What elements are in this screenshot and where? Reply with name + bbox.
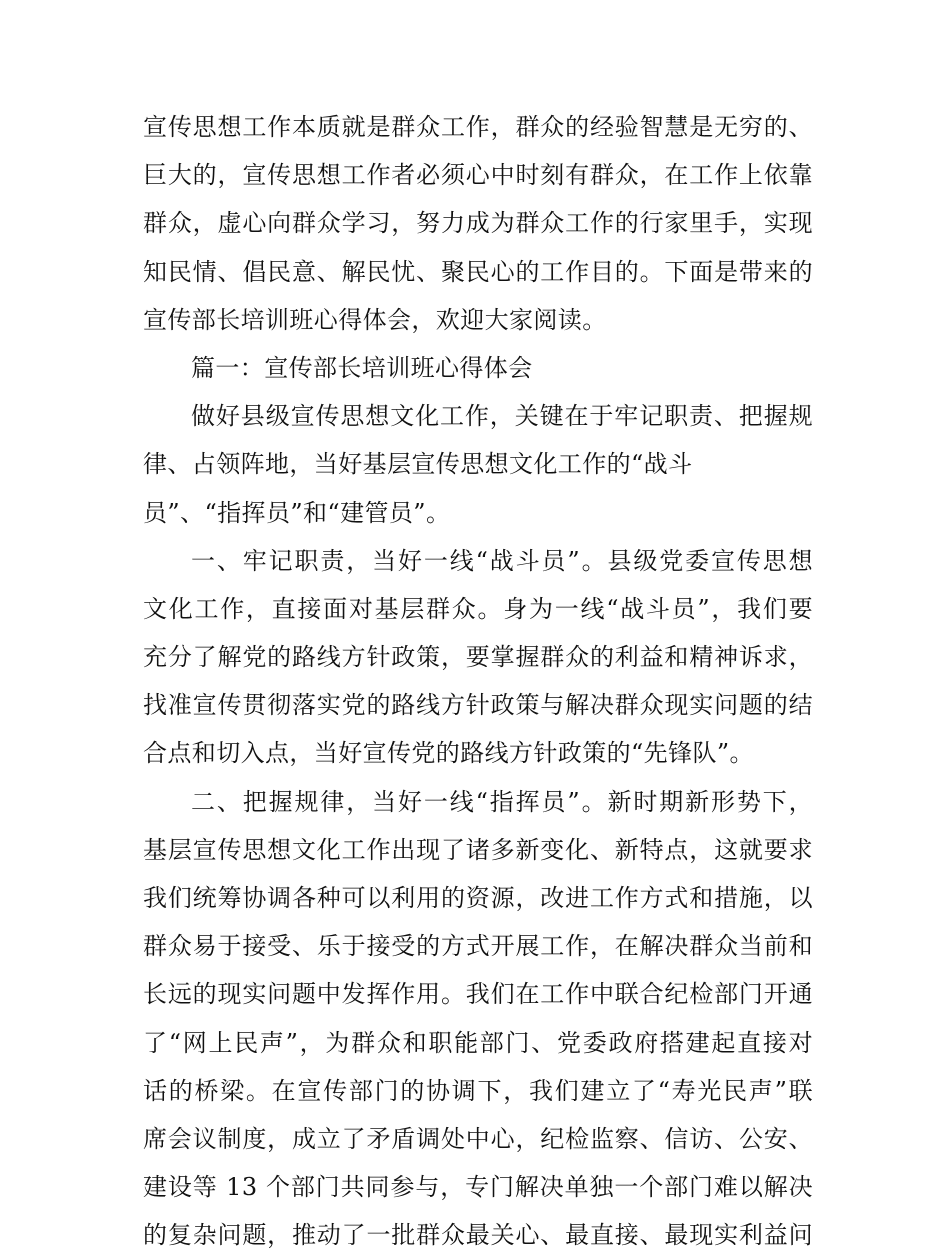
text-line: 充分了解党的路线方针政策，要掌握群众的利益和精神诉求， — [143, 643, 813, 672]
text-line: 宣传思想工作本质就是群众工作，群众的经验智慧是无穷的、 — [143, 113, 813, 141]
text-line: 知民情、倡民意、解民忧、聚民心的工作目的。下面是带来的 — [143, 257, 813, 286]
text-line: 建设等 13 个部门共同参与，专门解决单独一个部门难以解决 — [143, 1173, 813, 1202]
text-line: 宣传部长培训班心得体会，欢迎大家阅读。 — [143, 305, 607, 334]
text-line: 我们统筹协调各种可以利用的资源，改进工作方式和措施，以 — [143, 884, 813, 912]
text-line: 律、占领阵地，当好基层宣传思想文化工作的“战斗 — [143, 450, 693, 479]
text-line: 了“网上民声”，为群众和职能部门、党委政府搭建起直接对 — [143, 1028, 813, 1057]
text-line: 员”、“指挥员”和“建管员”。 — [143, 498, 451, 527]
text-line: 长远的现实问题中发挥作用。我们在工作中联合纪检部门开通 — [143, 980, 813, 1009]
text-line: 群众易于接受、乐于接受的方式开展工作，在解决群众当前和 — [143, 932, 813, 961]
text-line: 席会议制度，成立了矛盾调处中心，纪检监察、信访、公安、 — [143, 1124, 813, 1153]
text-line: 做好县级宣传思想文化工作，关键在于牢记职责、把握规 — [191, 402, 813, 431]
text-line: 群众，虚心向群众学习，努力成为群众工作的行家里手，实现 — [143, 209, 813, 238]
text-line: 的复杂问题，推动了一批群众最关心、最直接、最现实利益问 — [143, 1221, 813, 1250]
text-line: 找准宣传贯彻落实党的路线方针政策与解决群众现实问题的结 — [143, 691, 813, 720]
text-line: 基层宣传思想文化工作出现了诸多新变化、新特点，这就要求 — [143, 835, 813, 864]
text-line: 一、牢记职责，当好一线“战斗员”。县级党委宣传思想 — [191, 546, 813, 575]
text-line: 巨大的，宣传思想工作者必须心中时刻有群众，在工作上依靠 — [143, 161, 813, 190]
text-line: 合点和切入点，当好宣传党的路线方针政策的“先锋队”。 — [143, 739, 754, 768]
text-line: 话的桥梁。在宣传部门的协调下，我们建立了“寿光民声”联 — [143, 1076, 813, 1105]
text-line: 文化工作，直接面对基层群众。身为一线“战斗员”，我们要 — [143, 594, 813, 623]
text-line: 篇一：宣传部长培训班心得体会 — [191, 353, 533, 382]
document-body — [143, 103, 813, 1260]
text-line: 二、把握规律，当好一线“指挥员”。新时期新形势下， — [191, 787, 813, 816]
